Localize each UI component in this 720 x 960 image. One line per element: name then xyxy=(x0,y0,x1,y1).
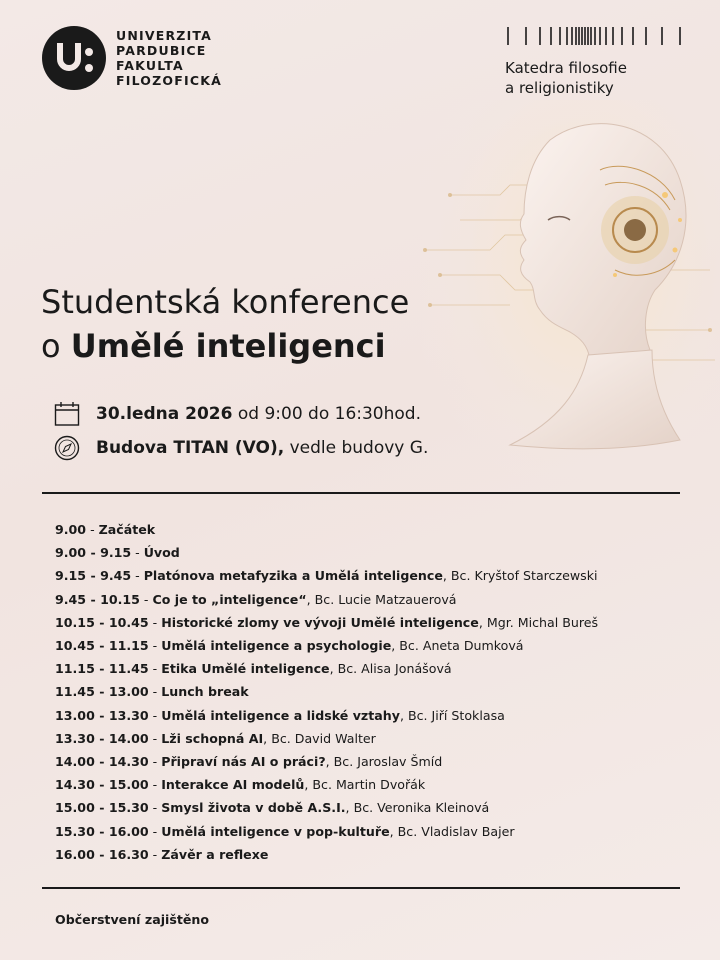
program-title: Platónova metafyzika a Umělá inteligence xyxy=(143,568,443,584)
program-time: 11.45 - 13.00 xyxy=(55,684,149,700)
program-time: 9.15 - 9.45 xyxy=(55,568,132,584)
program-item: 9.00 - 9.15 - Úvod xyxy=(55,545,180,561)
event-date: 30.ledna 2026 xyxy=(96,404,233,424)
title-line-1: Studentská konference xyxy=(41,283,410,321)
university-logo xyxy=(42,26,222,90)
program-time: 9.00 xyxy=(55,522,87,537)
event-time: od 9:00 do 16:30hod. xyxy=(237,404,421,424)
program-speaker: Bc. Alisa Jonášová xyxy=(337,661,452,677)
program-speaker: Bc. Veronika Kleinová xyxy=(353,800,490,816)
university-name xyxy=(116,28,222,88)
program-title: Úvod xyxy=(143,545,180,561)
program-speaker: Bc. Martin Dvořák xyxy=(312,777,426,793)
program-title: Lži schopná AI xyxy=(161,730,264,746)
program-speaker: Bc. Kryštof Starczewski xyxy=(450,568,598,584)
compass-icon xyxy=(54,435,80,461)
program-title: Umělá inteligence a psychologie xyxy=(161,638,392,654)
refreshment-note: Občerstvení zajištěno xyxy=(55,912,210,927)
program-item: 10.15 - 10.45 - Historické zlomy ve vývoji Umělé inteligence, Mgr. Michal Bureš xyxy=(55,614,599,630)
program-time: 9.45 - 10.15 xyxy=(55,591,140,607)
program-title: Závěr a reflexe xyxy=(161,846,269,862)
program-time: 10.15 - 10.45 xyxy=(55,614,149,630)
program-speaker: Bc. Aneta Dumková xyxy=(399,638,524,654)
program-item: 15.30 - 16.00 - Umělá inteligence v pop-kultuře, Bc. Vladislav Bajer xyxy=(55,823,515,839)
program-item: 13.30 - 14.00 - Lži schopná AI, Bc. David Walter xyxy=(55,730,376,746)
department-line: a religionistiky xyxy=(505,79,614,97)
event-date-row xyxy=(54,401,421,427)
department-block xyxy=(505,27,683,98)
program-item: 16.00 - 16.30 - Závěr a reflexe xyxy=(55,846,269,862)
ai-head-illustration-icon xyxy=(420,100,720,500)
program-title: Umělá inteligence a lidské vztahy xyxy=(161,707,400,723)
university-line: FAKULTA xyxy=(116,58,184,73)
divider-bottom xyxy=(42,887,680,889)
program-speaker: Bc. Jaroslav Šmíd xyxy=(333,754,443,770)
page-title xyxy=(41,280,409,368)
event-place: Budova TITAN (VO), xyxy=(96,438,285,458)
department-name xyxy=(505,58,683,98)
program-item: 13.00 - 13.30 - Umělá inteligence a lidské vztahy, Bc. Jiří Stoklasa xyxy=(55,707,505,723)
program-title: Umělá inteligence v pop-kultuře xyxy=(161,823,390,839)
program-item: 11.15 - 11.45 - Etika Umělé inteligence, Bc. Alisa Jonášová xyxy=(55,661,452,677)
program-title: Lunch break xyxy=(161,684,249,700)
program-time: 13.00 - 13.30 xyxy=(55,707,149,723)
program-speaker: Bc. Vladislav Bajer xyxy=(397,823,515,839)
program-item: 9.45 - 10.15 - Co je to „inteligence“, Bc. Lucie Matzauerová xyxy=(55,591,457,607)
barcode-decoration-icon xyxy=(505,27,683,45)
event-place-detail: vedle budovy G. xyxy=(289,438,429,458)
divider-top xyxy=(42,492,680,494)
program-speaker: Mgr. Michal Bureš xyxy=(486,614,599,630)
department-line: Katedra filosofie xyxy=(505,59,627,77)
university-line: FILOZOFICKÁ xyxy=(116,73,222,88)
program-speaker: Bc. David Walter xyxy=(271,730,376,746)
program-speaker: Bc. Lucie Matzauerová xyxy=(314,591,457,607)
program-title: Historické zlomy ve vývoji Umělé inteligence xyxy=(161,614,479,630)
title-bold: Umělé inteligenci xyxy=(70,327,386,365)
event-place-row xyxy=(54,435,428,461)
program-time: 16.00 - 16.30 xyxy=(55,846,149,862)
program-item: 11.45 - 13.00 - Lunch break xyxy=(55,684,249,700)
university-logo-icon xyxy=(42,26,106,90)
program-time: 14.30 - 15.00 xyxy=(55,777,149,793)
program-item: 9.00 - Začátek xyxy=(55,522,156,537)
program-time: 15.30 - 16.00 xyxy=(55,823,149,839)
program-time: 11.15 - 11.45 xyxy=(55,661,149,677)
program-title: Smysl života v době A.S.I. xyxy=(161,800,346,816)
program-item: 15.00 - 15.30 - Smysl života v době A.S.I., Bc. Veronika Kleinová xyxy=(55,800,490,816)
program-time: 15.00 - 15.30 xyxy=(55,800,149,816)
program-item: 10.45 - 11.15 - Umělá inteligence a psychologie, Bc. Aneta Dumková xyxy=(55,638,524,654)
program-list xyxy=(55,518,598,866)
program-time: 10.45 - 11.15 xyxy=(55,638,149,654)
title-line-2 xyxy=(41,324,409,368)
program-item: 14.00 - 14.30 - Připraví nás AI o práci?, Bc. Jaroslav Šmíd xyxy=(55,754,443,770)
program-title: Etika Umělé inteligence xyxy=(161,661,330,677)
university-line: UNIVERZITA xyxy=(116,28,213,43)
program-time: 9.00 - 9.15 xyxy=(55,545,132,561)
program-title: Interakce AI modelů xyxy=(161,777,305,793)
program-title: Co je to „inteligence“ xyxy=(152,591,307,607)
program-item: 14.30 - 15.00 - Interakce AI modelů, Bc. Martin Dvořák xyxy=(55,777,426,793)
university-line: PARDUBICE xyxy=(116,43,207,58)
calendar-icon xyxy=(54,401,80,427)
program-title: Začátek xyxy=(98,522,156,537)
program-speaker: Bc. Jiří Stoklasa xyxy=(407,707,505,723)
program-time: 13.30 - 14.00 xyxy=(55,730,149,746)
program-time: 14.00 - 14.30 xyxy=(55,754,149,770)
program-title: Připraví nás AI o práci? xyxy=(161,754,326,770)
title-prefix: o xyxy=(41,327,61,365)
program-item: 9.15 - 9.45 - Platónova metafyzika a Umělá inteligence, Bc. Kryštof Starczewski xyxy=(55,568,598,584)
